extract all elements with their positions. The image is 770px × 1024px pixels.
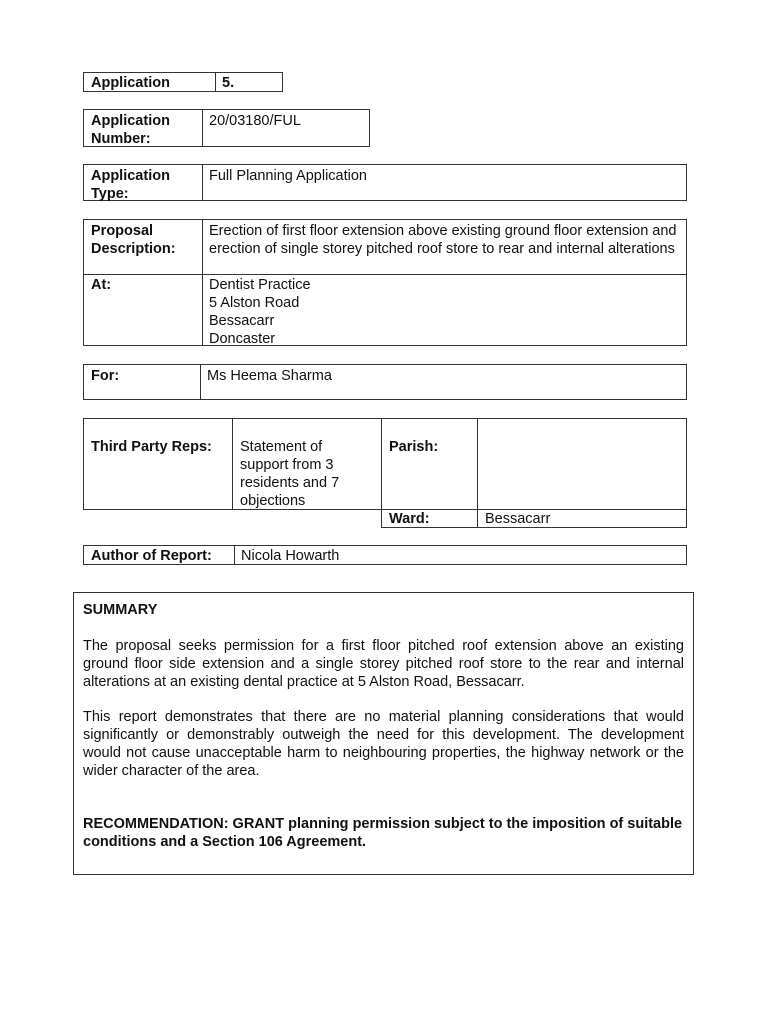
author-table — [83, 545, 687, 565]
application-value: 5. — [222, 75, 235, 91]
parish-label-cell — [381, 418, 478, 510]
author-value: Nicola Howarth — [241, 548, 340, 564]
summary-box — [73, 592, 694, 875]
application-type-label: Application Type: — [91, 168, 170, 202]
at-value: Dentist Practice 5 Alston Road Bessacarr Doncaster — [209, 277, 311, 347]
third-party-value-cell — [232, 418, 382, 510]
ward-label-cell — [381, 509, 478, 528]
application-number-value: 20/03180/FUL — [209, 113, 301, 129]
application-type-table — [83, 164, 687, 201]
at-label: At: — [91, 277, 112, 293]
proposal-label: Proposal Description: — [91, 223, 176, 257]
application-type-value: Full Planning Application — [209, 168, 367, 184]
summary-paragraph-1: The proposal seeks permission for a first floor pitched roof extension above an existing ground floor side extension and a single storey pitched roof store to the rear and internal alterations at an existing dental practice at 5 Alston Road, Bessacarr. — [83, 638, 684, 690]
application-number-label: Application Number: — [91, 113, 170, 147]
ward-value: Bessacarr — [485, 511, 551, 527]
third-party-cell — [83, 418, 233, 510]
parish-label: Parish: — [389, 439, 439, 455]
recommendation: RECOMMENDATION: GRANT planning permission subject to the imposition of suitable conditions and a Section 106 Agreement. — [83, 816, 683, 850]
proposal-table — [83, 219, 687, 346]
for-table — [83, 364, 687, 400]
ward-label: Ward: — [389, 511, 430, 527]
parish-value — [478, 419, 686, 509]
for-label: For: — [91, 368, 120, 384]
summary-heading: SUMMARY — [83, 602, 158, 618]
proposal-value: Erection of first floor extension above existing ground floor extension and erection of single storey pitched roof store to rear and internal alterations — [209, 223, 677, 257]
author-label: Author of Report: — [91, 548, 212, 564]
summary-paragraph-2: This report demonstrates that there are no material planning considerations that would significantly or demonstrably outweigh the need for this development. The development would not cause unacceptable harm to neighbouring properties, the highway network or the wider character of the area. — [83, 709, 684, 779]
application-number-table — [83, 109, 370, 147]
third-party-value: Statement of support from 3 residents and 7 objections — [240, 439, 340, 509]
parish-value-cell — [477, 418, 687, 510]
application-label: Application — [91, 75, 170, 91]
for-value: Ms Heema Sharma — [207, 368, 332, 384]
third-party-label: Third Party Reps: — [91, 439, 212, 455]
ward-value-cell — [477, 509, 687, 528]
application-table — [83, 72, 283, 92]
third-party-table — [83, 418, 687, 528]
